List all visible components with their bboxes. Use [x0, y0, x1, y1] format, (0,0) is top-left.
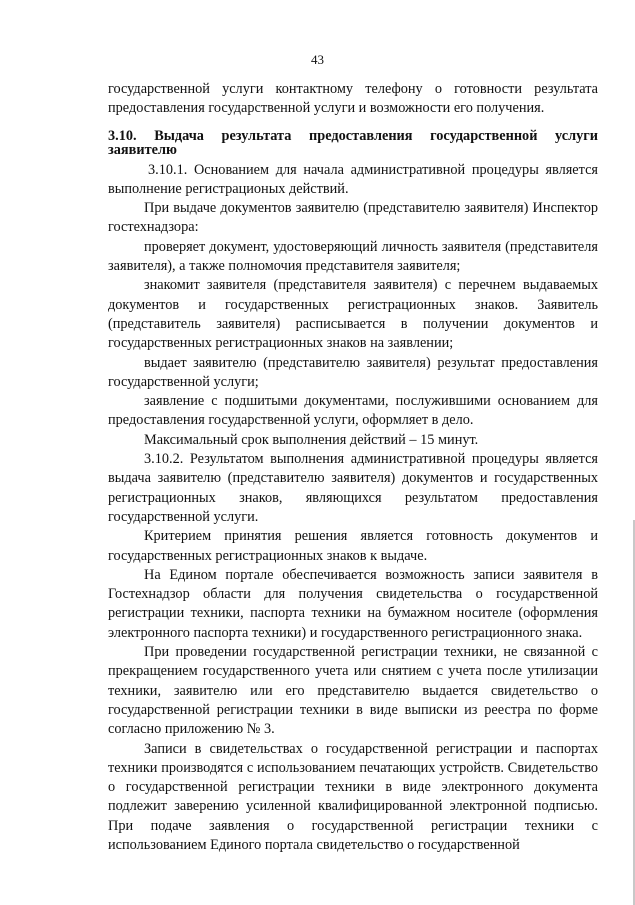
paragraph: 3.10.1. Основанием для начала административной процедуры является выполнение регистрационых действий. [108, 161, 598, 197]
paragraph: При проведении государственной регистрации техники, не связанной с прекращением государственного учета или снятием с учета после утилизации техники, заявителю или его представителю выдается свидетельство о государственной регистрации техники в виде выписки из реестра по форме согласно приложению № 3. [108, 644, 598, 738]
paragraph: заявление с подшитыми документами, послужившими основанием для предоставления государственной услуги, оформляет в дело. [108, 393, 598, 429]
paragraph: проверяет документ, удостоверяющий личность заявителя (представителя заявителя), а также полномочия представителя заявителя; [108, 238, 598, 275]
paragraph: знакомит заявителя (представителя заявителя) с перечнем выдаваемых документов и государственных регистрационных знаков. Заявитель (представитель заявителя) расписывается в получении документов и государственных регистрационных знаков на заявлении; [108, 277, 598, 352]
section-heading: 3.10. Выдача результата предоставления государственной услуги заявителю [108, 127, 598, 158]
paragraph: При выдаче документов заявителю (представителю заявителя) Инспектор гостехнадзора: [108, 200, 598, 236]
paragraph: государственной услуги контактному телефону о готовности результата предоставления государственной услуги и возможности его получения. [108, 81, 598, 117]
paragraph: Записи в свидетельствах о государственной регистрации и паспортах техники производятся с использованием печатающих устройств. Свидетельство о государственной регистрации техники в виде электронного документа подлежит заверению усиленной квалифицированной электронной подписью. При подаче заявления о государственной регистрации техники с использованием Единого портала свидетельство о государственной [108, 740, 598, 853]
document-body [108, 80, 598, 855]
paragraph: Максимальный срок выполнения действий – 15 минут. [144, 431, 479, 448]
page-number: 43 [311, 52, 324, 67]
paragraph: 3.10.2. Результатом выполнения административной процедуры является выдача заявителю (представителю заявителя) документов и государственных регистрационных знаков, являющихся результатом предоставления государственной услуги. [108, 451, 598, 525]
paragraph: Критерием принятия решения является готовность документов и государственных регистрационных знаков к выдаче. [108, 528, 598, 564]
paragraph: На Едином портале обеспечивается возможность записи заявителя в Гостехнадзор области для получения свидетельства о государственной регистрации техники, паспорта техники на бумажном носителе (оформления электронного паспорта техники) и государственного регистрационного знака. [108, 566, 598, 641]
paragraph: выдает заявителю (представителю заявителя) результат предоставления государственной услуги; [108, 354, 598, 390]
